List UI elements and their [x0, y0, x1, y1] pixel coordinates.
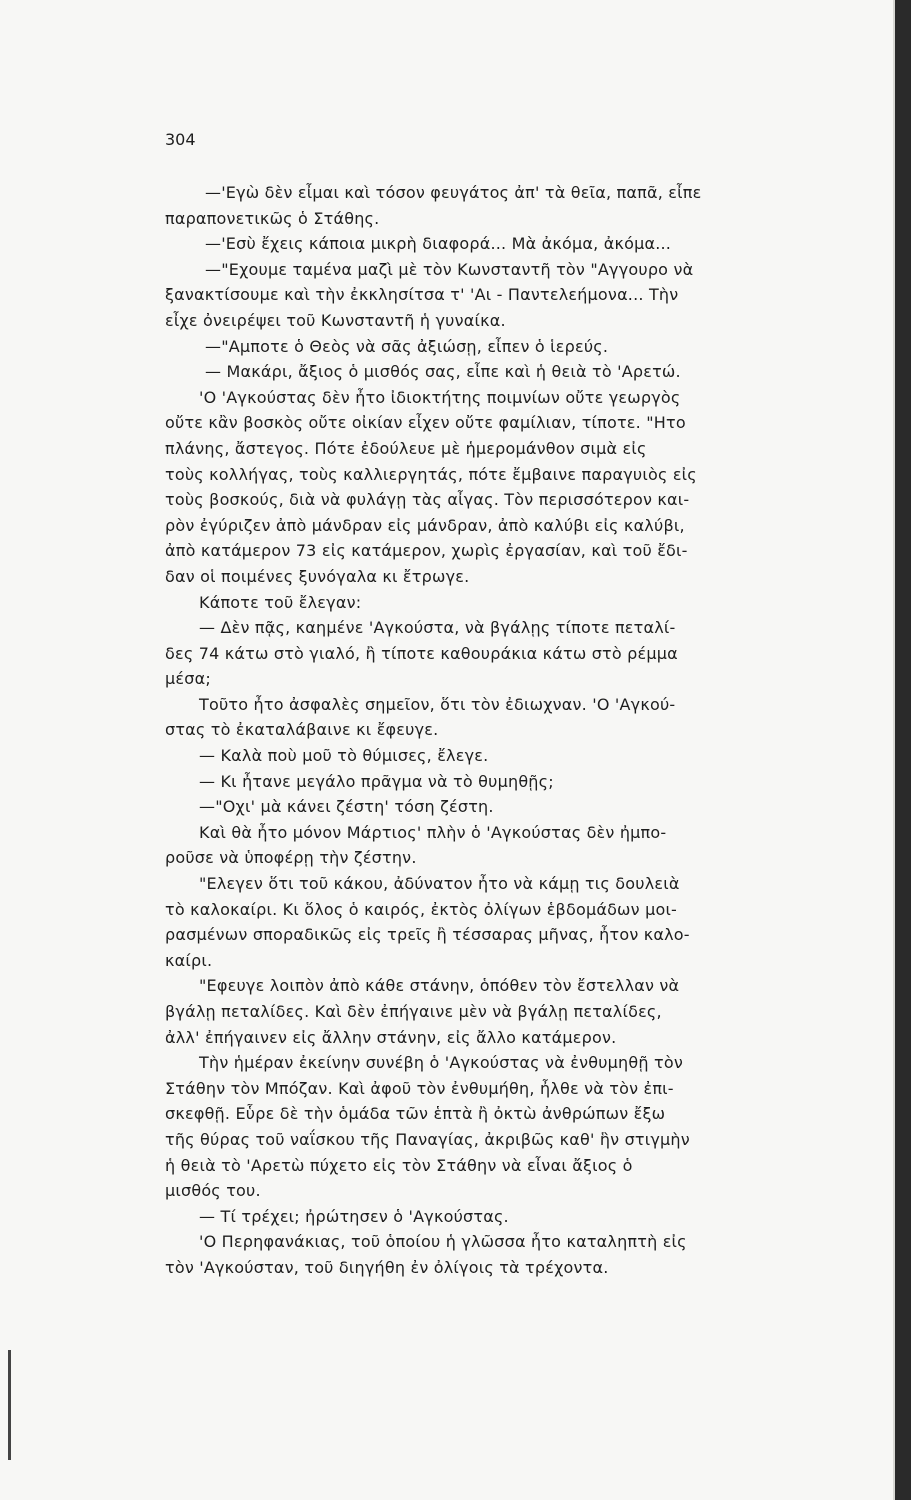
- text-line: παραπονετικῶς ὁ Στάθης.: [165, 208, 380, 228]
- text-line: οὔτε κἂν βοσκὸς οὔτε οἰκίαν εἶχεν οὔτε φαμίλιαν, τίποτε. "Ητο: [165, 413, 686, 433]
- text-line: "Ελεγεν ὅτι τοῦ κάκου, ἀδύνατον ἦτο νὰ κάμῃ τις δουλειὰ: [199, 874, 680, 894]
- text-line: ροῦσε νὰ ὑποφέρῃ τὴν ζέστην.: [165, 848, 417, 868]
- text-line: μέσα;: [165, 669, 211, 689]
- text-line: καίρι.: [165, 950, 213, 970]
- text-line: δες 74 κάτω στὸ γιαλό, ἢ τίποτε καθουράκια κάτω στὸ ρέμμα: [165, 643, 678, 663]
- text-line: —"Εχουμε ταμένα μαζὶ μὲ τὸν Κωνσταντῆ τὸν "Αγγουρο νὰ: [205, 259, 694, 279]
- text-line: τὸ καλοκαίρι. Κι ὅλος ὁ καιρός, ἐκτὸς ὀλίγων ἑβδομάδων μοι-: [165, 899, 678, 919]
- text-line: — Δὲν πᾷς, καημένε 'Αγκούστα, νὰ βγάλῃς τίποτε πεταλί-: [199, 618, 676, 638]
- text-line: —"Οχι' μὰ κάνει ζέστη' τόση ζέστη.: [199, 797, 494, 817]
- text-line: πλάνης, ἄστεγος. Πότε ἐδούλευε μὲ ἡμερομάνθον σιμὰ εἰς: [165, 438, 647, 458]
- text-line: εἶχε ὀνειρέψει τοῦ Κωνσταντῆ ἡ γυναίκα.: [165, 310, 506, 330]
- text-line: — Μακάρι, ἄξιος ὁ μισθός σας, εἶπε καὶ ἡ θειὰ τὸ 'Αρετώ.: [205, 362, 681, 382]
- page-number: 304: [165, 130, 196, 149]
- text-line: τοὺς βοσκούς, διὰ νὰ φυλάγῃ τὰς αἶγας. Τὸν περισσότερον και-: [165, 490, 690, 510]
- text-line: τοὺς κολλήγας, τοὺς καλλιεργητάς, πότε ἔμβαινε παραγυιὸς εἰς: [165, 464, 697, 484]
- text-line: Κάποτε τοῦ ἔλεγαν:: [199, 592, 362, 612]
- text-line: σκεφθῇ. Εὗρε δὲ τὴν ὁμάδα τῶν ἑπτὰ ἢ ὀκτὼ ἀνθρώπων ἔξω: [165, 1104, 666, 1124]
- text-line: 'Ο 'Αγκούστας δὲν ἦτο ἰδιοκτήτης ποιμνίων οὔτε γεωργὸς: [199, 387, 681, 407]
- text-line: ἀλλ' ἐπήγαινεν εἰς ἄλλην στάνην, εἰς ἄλλο κατάμερον.: [165, 1027, 617, 1047]
- text-line: — Τί τρέχει; ἠρώτησεν ὁ 'Αγκούστας.: [199, 1206, 509, 1226]
- text-line: ἀπὸ κατάμερον 73 εἰς κατάμερον, χωρὶς ἐργασίαν, καὶ τοῦ ἔδι-: [165, 541, 688, 561]
- text-line: τὸν 'Αγκούσταν, τοῦ διηγήθη ἐν ὀλίγοις τὰ τρέχοντα.: [165, 1257, 609, 1277]
- text-line: Καὶ θὰ ἦτο μόνον Μάρτιος' πλὴν ὁ 'Αγκούστας δὲν ἠμπο-: [199, 822, 667, 842]
- binding-edge-mark: [8, 1350, 11, 1460]
- text-line: — Καλὰ ποὺ μοῦ τὸ θύμισες, ἔλεγε.: [199, 746, 489, 766]
- text-line: βγάλῃ πεταλίδες. Καὶ δὲν ἐπήγαινε μὲν νὰ βγάλῃ πεταλίδες,: [165, 1002, 662, 1021]
- page-body-text: [165, 180, 805, 1281]
- text-line: ξανακτίσουμε καὶ τὴν ἐκκλησίτσα τ' 'Αι - Παντελεήμονα... Τὴν: [165, 285, 679, 305]
- text-line: —'Εσὺ ἔχεις κάποια μικρὴ διαφορά... Μὰ ἀκόμα, ἀκόμα...: [205, 234, 672, 254]
- text-line: ρασμένων σποραδικῶς εἰς τρεῖς ἢ τέσσαρας μῆνας, ἦτον καλο-: [165, 925, 690, 945]
- text-line: στας τὸ ἐκαταλάβαινε κι ἔφευγε.: [165, 720, 439, 740]
- text-line: Στάθην τὸν Μπόζαν. Καὶ ἀφοῦ τὸν ἐνθυμήθη, ἦλθε νὰ τὸν ἐπι-: [165, 1078, 674, 1098]
- text-line: — Κι ἦτανε μεγάλο πρᾶγμα νὰ τὸ θυμηθῇς;: [199, 771, 554, 791]
- text-line: Τὴν ἡμέραν ἐκείνην συνέβη ὁ 'Αγκούστας νὰ ἐνθυμηθῇ τὸν: [199, 1053, 683, 1073]
- text-line: Τοῦτο ἦτο ἀσφαλὲς σημεῖον, ὅτι τὸν ἐδιωχναν. 'Ο 'Αγκού-: [199, 694, 676, 714]
- text-line: τῆς θύρας τοῦ ναΐσκου τῆς Παναγίας, ἀκριβῶς καθ' ἣν στιγμὴν: [165, 1129, 690, 1149]
- text-line: "Εφευγε λοιπὸν ἀπὸ κάθε στάνην, ὁπόθεν τὸν ἔστελλαν νὰ: [199, 976, 680, 996]
- text-line: ἡ θειὰ τὸ 'Αρετὼ πύχετο εἰς τὸν Στάθην νὰ εἶναι ἄξιος ὁ: [165, 1155, 633, 1175]
- text-line: —"Αμποτε ὁ Θεὸς νὰ σᾶς ἀξιώσῃ, εἶπεν ὁ ἱερεύς.: [205, 336, 609, 356]
- text-line: —'Εγὼ δὲν εἶμαι καὶ τόσον φευγάτος ἀπ' τὰ θεῖα, παπᾶ, εἶπε: [205, 183, 702, 202]
- text-line: ρὸν ἐγύριζεν ἀπὸ μάνδραν εἰς μάνδραν, ἀπὸ καλύβι εἰς καλύβι,: [165, 515, 685, 535]
- text-line: δαν οἱ ποιμένες ξυνόγαλα κι ἔτρωγε.: [165, 566, 470, 586]
- text-line: μισθός του.: [165, 1181, 261, 1201]
- text-line: 'Ο Περηφανάκιας, τοῦ ὁποίου ἡ γλῶσσα ἦτο καταληπτὴ εἰς: [199, 1232, 687, 1252]
